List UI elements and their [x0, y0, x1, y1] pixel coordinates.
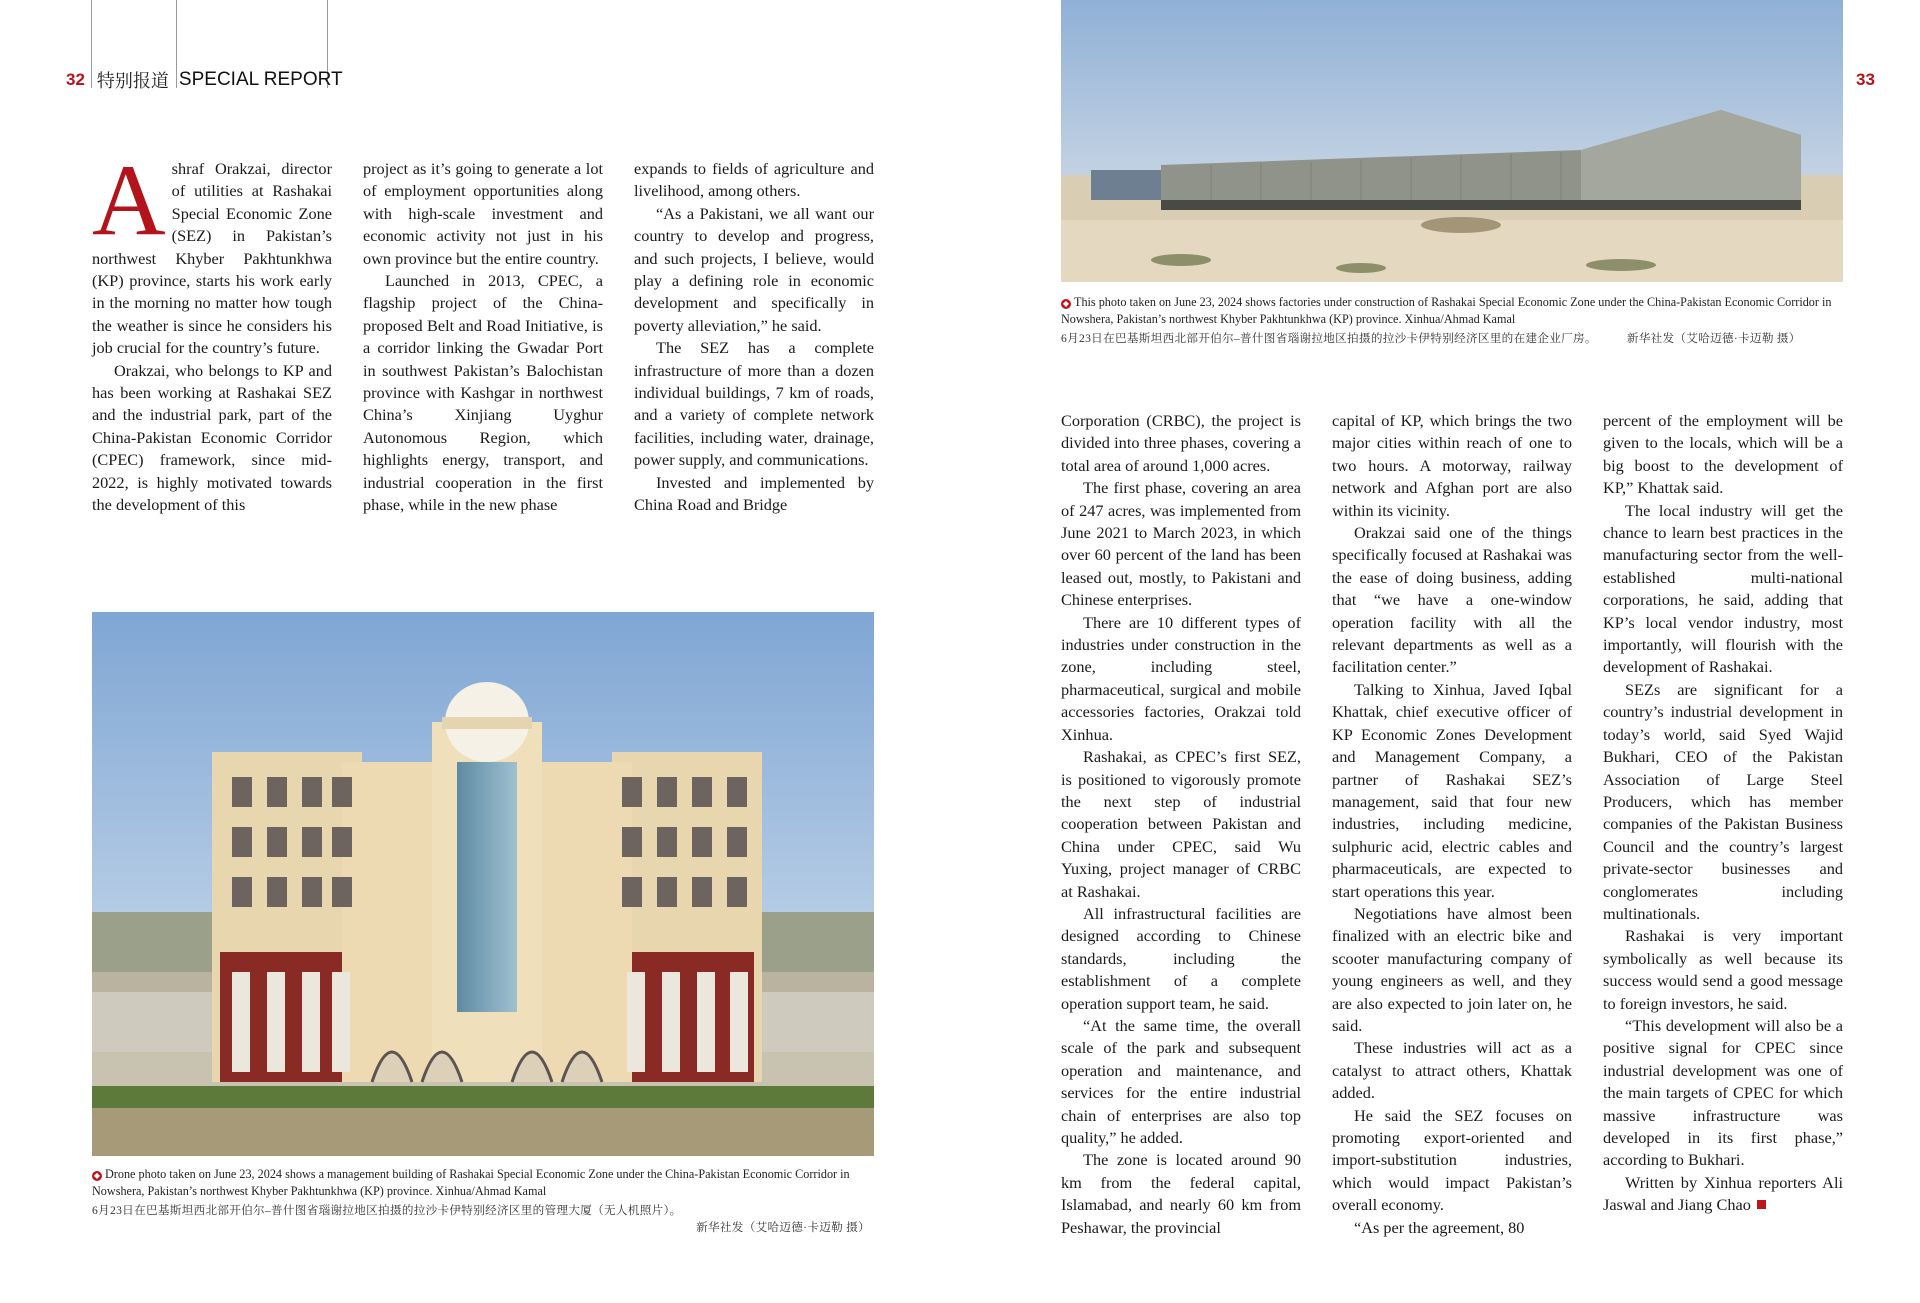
article-column-2	[363, 158, 603, 517]
paragraph: “As a Pakistani, we all want our country to develop and progress, and such projects, I believe, would play a defining role in economic development and specifically in poverty alleviation,” he said.	[634, 203, 874, 335]
paragraph: “As per the agreement, 80	[1354, 1217, 1525, 1237]
page-header-left	[66, 68, 343, 92]
caption-credit: 新华社发（艾哈迈德·卡迈勒 摄）	[1626, 332, 1801, 345]
article-column-1	[92, 144, 332, 517]
paragraph: The first phase, covering an area of 247 acres, was implemented from June 2021 to March 2023, in which over 60 percent of the land has been leased out, mostly, to Pakistani and Chinese enterprises.	[1061, 478, 1301, 610]
paragraph: Rashakai, as CPEC’s first SEZ, is positioned to vigorously promote the next step of industrial cooperation between Pakistan and China under CPEC, said Wu Yuxing, project manager of CRBC at Rashakai.	[1061, 747, 1301, 901]
end-mark-icon	[1757, 1200, 1766, 1209]
caption-en-text: Drone photo taken on June 23, 2024 shows a management building of Rashakai Special Economic Zone under the China-Pakistan Economic Corridor in Nowshera, Pakistan’s northwest Khyber Pakhtunkhwa (KP) province. Xinhua/Ahmad Kamal	[92, 1167, 850, 1198]
caption-en	[1061, 294, 1851, 328]
paragraph: “At the same time, the overall scale of the park and subsequent operation and maintenance, and services for the entire industrial chain of enterprises are also top quality,” he added.	[1061, 1015, 1301, 1147]
paragraph: These industries will act as a catalyst to attract others, Khattak added.	[1332, 1038, 1572, 1103]
paragraph: Negotiations have almost been finalized with an electric bike and scooter manufacturing company of young engineers as well, and they are also expected to join later on, he said.	[1332, 903, 1572, 1035]
paragraph: Invested and implemented by China Road and Bridge	[634, 472, 874, 515]
section-title-en: SPECIAL REPORT	[178, 69, 343, 90]
drop-cap: A	[92, 144, 166, 257]
photo-camera-icon: ◆	[93, 1171, 101, 1180]
paragraph: Rashakai is very important symbolically as well because its success would send a good message to foreign investors, he said.	[1603, 926, 1843, 1013]
building-photo-caption	[92, 1166, 882, 1236]
paragraph: “This development will also be a positive signal for CPEC since industrial development was one of the main targets of CPEC for which massive infrastructure was developed in its first phase,” according to Bukhari.	[1603, 1015, 1843, 1170]
byline	[1603, 1172, 1843, 1217]
paragraph: The local industry will get the chance to learn best practices in the manufacturing sector from the well-established multi-national corporations, he said, adding that KP’s local vendor industry, most importantly, will flourish with the development of Rashakai.	[1603, 500, 1843, 677]
factory-photo	[1061, 0, 1843, 282]
paragraph: The SEZ has a complete infrastructure of more than a dozen individual buildings, 7 km of roads, and a variety of complete network facilities, including water, drainage, power supply, and communications.	[634, 338, 874, 470]
paragraph: There are 10 different types of industries under construction in the zone, including steel, pharmaceutical, surgical and mobile accessories factories, Orakzai told Xinhua.	[1061, 612, 1301, 744]
article-column-3	[634, 158, 874, 517]
caption-en	[92, 1166, 882, 1200]
page-header-right	[1856, 68, 1875, 92]
page-number: 32	[66, 70, 85, 89]
byline-text: Written by Xinhua reporters Ali Jaswal and Jiang Chao	[1603, 1172, 1843, 1215]
page-number: 33	[1856, 70, 1875, 89]
building-photo-image	[92, 612, 874, 1156]
article-column-4	[1061, 410, 1301, 1239]
paragraph: capital of KP, which brings the two major cities within reach of one to two hours. A motorway, railway network and Afghan port are also within its vicinity.	[1332, 411, 1572, 520]
paragraph: shraf Orakzai, director of utilities at Rashakai Special Economic Zone (SEZ) in Pakistan’s northwest Khyber Pakhtunkhwa (KP) province, starts his work early in the morning no matter how tough the weather is since he considers his job crucial for the country’s future.	[92, 159, 332, 358]
factory-photo-image	[1061, 0, 1843, 282]
management-building-photo	[92, 612, 874, 1156]
paragraph: Talking to Xinhua, Javed Iqbal Khattak, chief executive officer of KP Economic Zones Development and Management Company, a partner of Rashakai SEZ’s management, said that four new industries, including medicine, sulphuric acid, electric cables and pharmaceuticals, are expected to start operations this year.	[1332, 679, 1572, 901]
paragraph: Corporation (CRBC), the project is divided into three phases, covering a total area of around 1,000 acres.	[1061, 411, 1301, 475]
paragraph: expands to fields of agriculture and livelihood, among others.	[634, 159, 874, 201]
paragraph: Orakzai, who belongs to KP and has been working at Rashakai SEZ and the industrial park, part of the China-Pakistan Economic Corridor (CPEC) framework, since mid-2022, is highly motivated towards the development of this	[92, 360, 332, 515]
caption-cn: 6月23日在巴基斯坦西北部开伯尔–普什图省瑙谢拉地区拍摄的拉沙卡伊特别经济区里的管理大厦（无人机照片）。	[92, 1204, 682, 1217]
paragraph: He said the SEZ focuses on promoting export-oriented and import-substitution industries, which would impact Pakistan’s overall economy.	[1332, 1105, 1572, 1215]
factory-photo-caption	[1061, 294, 1851, 347]
paragraph: SEZs are significant for a country’s industrial development in today’s world, said Syed Wajid Bukhari, CEO of the Pakistan Association of Large Steel Producers, which has member companies of the Pakistan Business Council and the country’s largest private-sector businesses and conglomerates including multinationals.	[1603, 679, 1843, 923]
paragraph: All infrastructural facilities are designed according to Chinese standards, including the establishment of a complete operation support team, he said.	[1061, 903, 1301, 1013]
section-title-cn: 特别报道	[96, 71, 169, 91]
paragraph: percent of the employment will be given to the locals, which will be a big boost to the development of KP,” Khattak said.	[1603, 411, 1843, 498]
paragraph: The zone is located around 90 km from the federal capital, Islamabad, and nearly 60 km from Peshawar, the provincial	[1061, 1150, 1301, 1237]
caption-en-text: This photo taken on June 23, 2024 shows factories under construction of Rashakai Special Economic Zone under the China-Pakistan Economic Corridor in Nowshera, Pakistan’s northwest Khyber Pakhtunkhwa (KP) province. Xinhua/Ahmad Kamal	[1061, 295, 1832, 326]
paragraph: project as it’s going to generate a lot of employment opportunities along with high-scale investment and economic activity not just in his own province but the entire country.	[363, 159, 603, 268]
paragraph: Orakzai said one of the things specifically focused at Rashakai was the ease of doing business, adding that “we have a one-window operation facility with all the relevant departments as well as a facilitation center.”	[1332, 523, 1572, 677]
caption-cn: 6月23日在巴基斯坦西北部开伯尔–普什图省瑙谢拉地区拍摄的拉沙卡伊特别经济区里的在建企业厂房。	[1061, 332, 1597, 345]
right-page	[960, 0, 1920, 1303]
paragraph: Launched in 2013, CPEC, a flagship project of the China-proposed Belt and Road Initiative, is a corridor linking the Gwadar Port in southwest Pakistan’s Balochistan province with Kashgar in northwest China’s Xinjiang Uyghur Autonomous Region, which highlights energy, transport, and industrial cooperation in the first phase, while in the new phase	[363, 271, 603, 515]
article-column-5	[1332, 410, 1572, 1239]
article-column-6	[1603, 410, 1843, 1217]
caption-credit: 新华社发（艾哈迈德·卡迈勒 摄）	[696, 1221, 870, 1234]
caption-cn-row	[1061, 330, 1851, 347]
photo-camera-icon: ◆	[1062, 299, 1070, 308]
